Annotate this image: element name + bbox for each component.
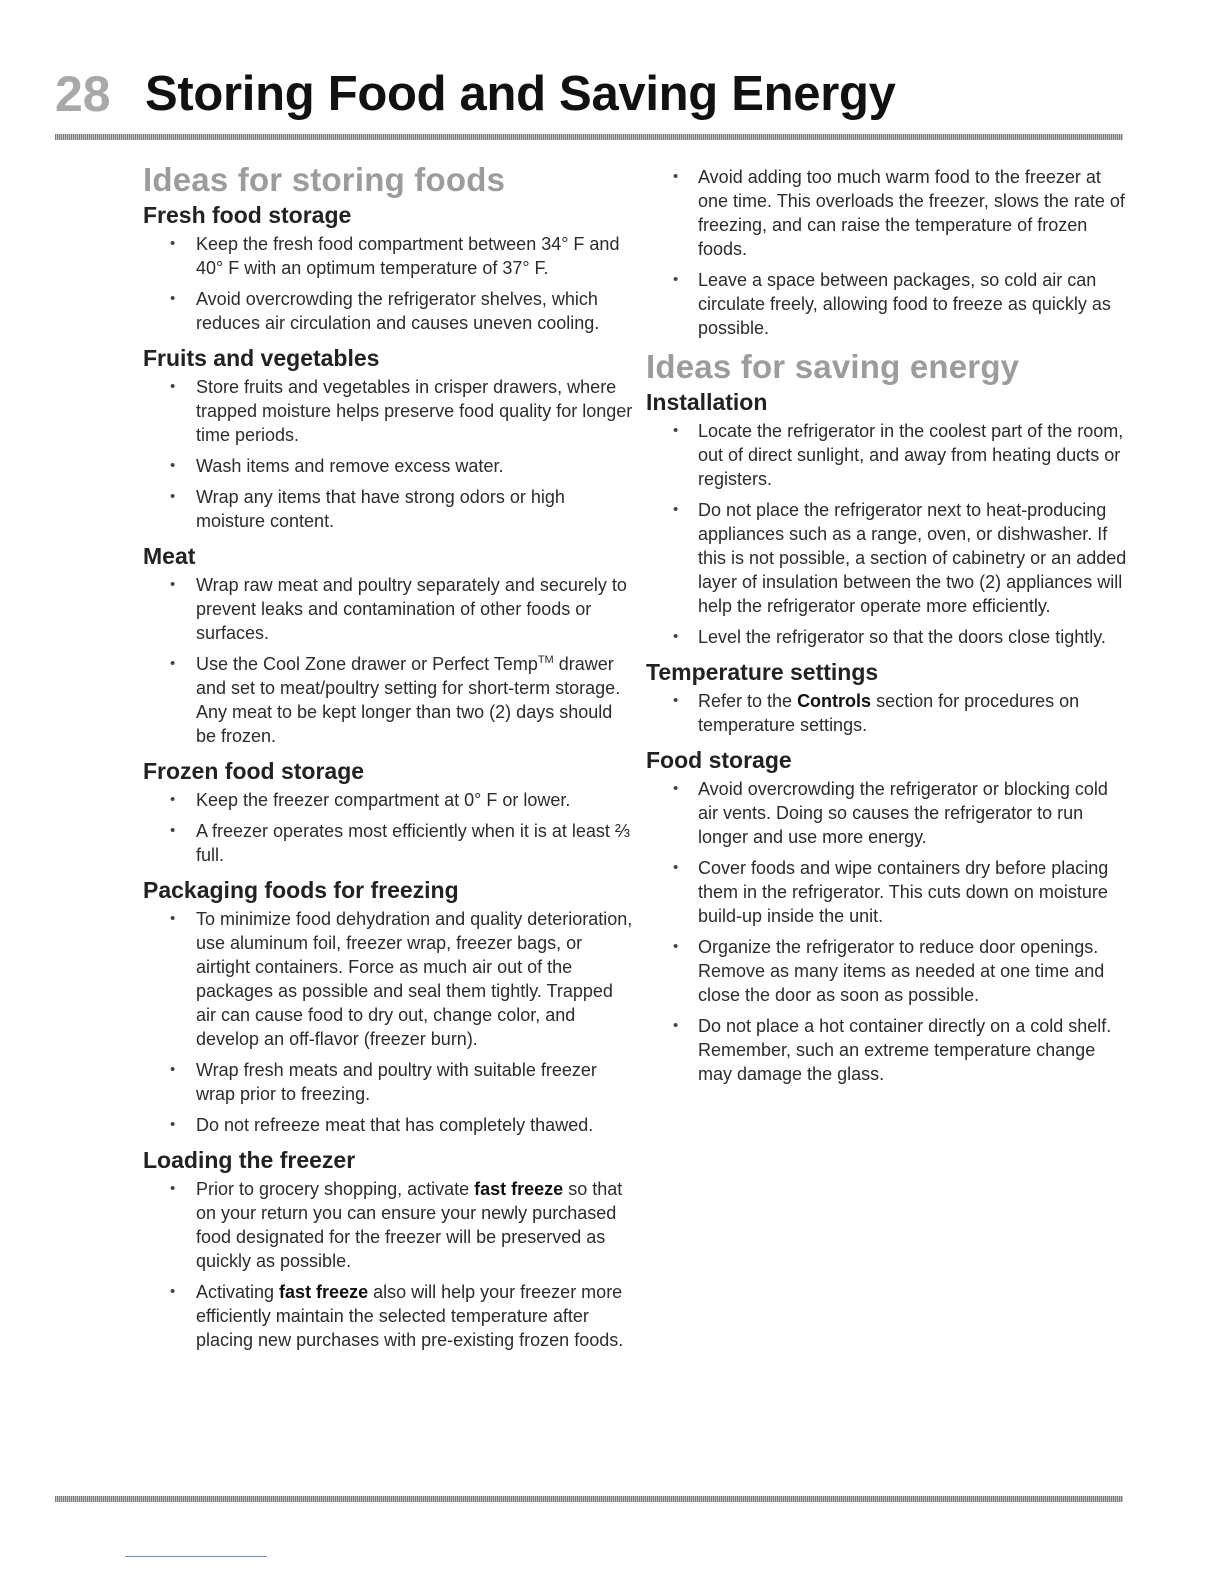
heading-packaging-foods: Packaging foods for freezing — [143, 877, 459, 903]
list-item — [143, 1177, 633, 1273]
food-storage-list — [646, 777, 1131, 1086]
list-item: • Organize the refrigerator to reduce door openings. Remove as many items as needed at one time and close the door as soon as possible. — [646, 935, 1131, 1007]
list-item: • Do not place the refrigerator next to heat-producing appliances such as a range, oven, or dishwasher. If this is not possible, a section of cabinetry or an added layer of insulation between the two (2) appliances will help the refrigerator operate more efficiently. — [646, 498, 1131, 618]
heading-fruits-vegetables: Fruits and vegetables — [143, 345, 380, 371]
heading-installation: Installation — [646, 389, 768, 415]
meat-list — [143, 573, 633, 748]
list-item: • Level the refrigerator so that the doors close tightly. — [646, 625, 1131, 649]
fruits-list — [143, 375, 633, 533]
page-number: 28 — [55, 66, 111, 122]
list-item: • Leave a space between packages, so cold air can circulate freely, allowing food to freeze as quickly as possible. — [646, 268, 1131, 340]
list-item: • Store fruits and vegetables in crisper drawers, where trapped moisture helps preserve food quality for longer time periods. — [143, 375, 633, 447]
right-column — [646, 163, 1131, 1093]
fast-freeze-term: fast freeze — [474, 1179, 564, 1199]
fresh-food-list — [143, 232, 633, 335]
list-item: • Do not place a hot container directly on a cold shelf. Remember, such an extreme temperature change may damage the glass. — [646, 1014, 1131, 1086]
list-item: • Do not refreeze meat that has completely thawed. — [143, 1113, 633, 1137]
frozen-list — [143, 788, 633, 867]
list-item: • Avoid overcrowding the refrigerator or blocking cold air vents. Doing so causes the refrigerator to run longer and use more energy. — [646, 777, 1131, 849]
list-item: • To minimize food dehydration and quality deterioration, use aluminum foil, freezer wrap, freezer bags, or airtight containers. Force as much air out of the packages as possible and seal them tightly. Trapped air can cause food to dry out, change color, and develop an off-flavor (freezer burn). — [143, 907, 633, 1051]
list-item-text: also will help your freezer more efficiently maintain the selected temperature after placing new purchases with pre-existing frozen foods. — [196, 1282, 624, 1350]
installation-list — [646, 419, 1131, 649]
bottom-divider — [55, 1496, 1123, 1502]
heading-temperature-settings: Temperature settings — [646, 659, 879, 685]
page-title: Storing Food and Saving Energy — [145, 67, 896, 121]
section-title-saving-energy: Ideas for saving energy — [646, 348, 1020, 385]
heading-loading-freezer: Loading the freezer — [143, 1147, 356, 1173]
heading-fresh-food-storage: Fresh food storage — [143, 202, 352, 228]
list-item-text: Prior to grocery shopping, activate — [196, 1179, 475, 1199]
list-item-text: Refer to the — [698, 691, 798, 711]
list-item: • Keep the freezer compartment at 0° F or lower. — [143, 788, 633, 812]
temperature-list — [646, 689, 1131, 737]
freezer-continued-list — [646, 165, 1131, 340]
list-item: • Wrap fresh meats and poultry with suitable freezer wrap prior to freezing. — [143, 1058, 633, 1106]
controls-term: Controls — [797, 691, 872, 711]
heading-frozen-food-storage: Frozen food storage — [143, 758, 365, 784]
top-divider — [55, 134, 1123, 140]
list-item: • Avoid overcrowding the refrigerator shelves, which reduces air circulation and causes uneven cooling. — [143, 287, 633, 335]
list-item: • Wrap any items that have strong odors or high moisture content. — [143, 485, 633, 533]
list-item — [143, 652, 633, 748]
loading-list — [143, 1177, 633, 1352]
packaging-list — [143, 907, 633, 1137]
list-item-text: section for procedures on temperature settings. — [698, 691, 1080, 735]
list-item: • Wrap raw meat and poultry separately and securely to prevent leaks and contamination of other foods or surfaces. — [143, 573, 633, 645]
list-item-text: so that on your return you can ensure your newly purchased food designated for the freezer will be preserved as quickly as possible. — [196, 1179, 623, 1271]
list-item-text: drawer and set to meat/poultry setting for short-term storage. Any meat to be kept longer than two (2) days should be frozen. — [196, 654, 621, 746]
list-item: • Cover foods and wipe containers dry before placing them in the refrigerator. This cuts down on moisture build-up inside the unit. — [646, 856, 1131, 928]
list-item: • A freezer operates most efficiently when it is at least ⅔ full. — [143, 819, 633, 867]
list-item-text: Use the Cool Zone drawer or Perfect Temp — [196, 654, 538, 674]
left-column — [143, 160, 633, 1359]
heading-food-storage: Food storage — [646, 747, 792, 773]
list-item: • Keep the fresh food compartment between 34° F and 40° F with an optimum temperature of 37° F. — [143, 232, 633, 280]
list-item: • Locate the refrigerator in the coolest part of the room, out of direct sunlight, and away from heating ducts or registers. — [646, 419, 1131, 491]
trademark-mark: TM — [537, 654, 554, 666]
list-item: • Wash items and remove excess water. — [143, 454, 633, 478]
section-title-storing-foods: Ideas for storing foods — [143, 161, 506, 198]
list-item-text: Activating — [196, 1282, 280, 1302]
footer-line — [125, 1556, 267, 1557]
list-item — [646, 689, 1131, 737]
heading-meat: Meat — [143, 543, 196, 569]
fast-freeze-term: fast freeze — [279, 1282, 369, 1302]
list-item — [143, 1280, 633, 1352]
list-item: • Avoid adding too much warm food to the freezer at one time. This overloads the freezer, slows the rate of freezing, and can raise the temperature of frozen foods. — [646, 165, 1131, 261]
